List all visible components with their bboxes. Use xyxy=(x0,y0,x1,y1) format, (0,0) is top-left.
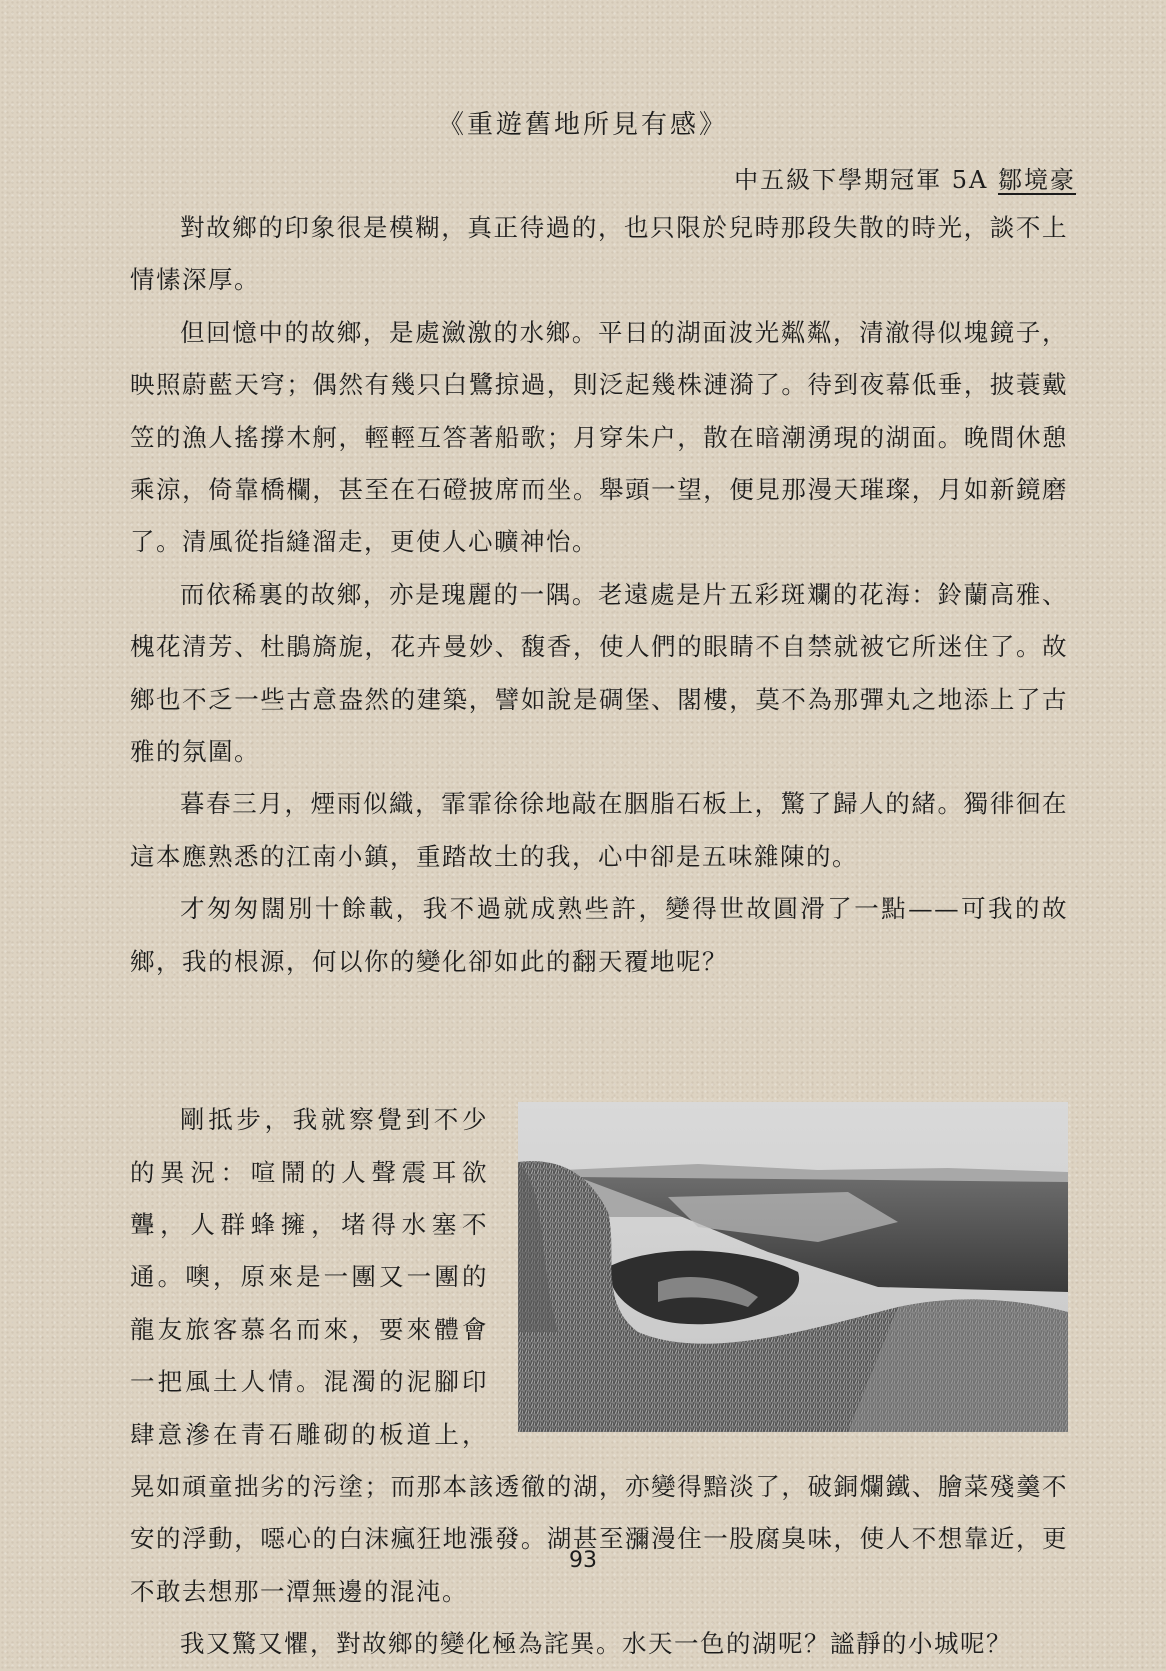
paragraph-7: 我又驚又懼，對故鄉的變化極為詫異。水天一色的湖呢？謐靜的小城呢？ xyxy=(180,1629,1012,1659)
paragraph-4: 暮春三月，煙雨似織，霏霏徐徐地敲在胭脂石板上，驚了歸人的緒。獨徘徊在這本應熟悉的江南小鎮，重踏故土的我，心中卻是五味雜陳的。 xyxy=(130,789,1068,871)
award-class-label: 中五級下學期冠軍 5A xyxy=(734,166,998,194)
lake-photo xyxy=(518,1102,1068,1432)
paragraph-3: 而依稀裏的故鄉，亦是瑰麗的一隅。老遠處是片五彩斑斕的花海：鈴蘭高雅、槐花清芳、杜鵑旖旎，花卉曼妙、馥香，使人們的眼睛不自禁就被它所迷住了。故鄉也不乏一些古意盎然的建築，譬如說是碉堡、閣樓，莫不為那彈丸之地添上了古雅的氛圍。 xyxy=(130,579,1068,767)
page-number: 93 xyxy=(569,1548,597,1573)
paragraph-6: 剛抵步，我就察覺到不少的異況：喧鬧的人聲震耳欲聾，人群蜂擁，堵得水塞不通。噢，原來是一團又一團的龍友旅客慕名而來，要來體會一把風土人情。混濁的泥腳印肆意滲在青石雕砌的板道上，晃如頑童拙劣的污塗；而那本該透徹的湖，亦變得黯淡了，破銅爛鐵、膾菜殘羹不安的浮動，噁心的白沫瘋狂地漲發。湖甚至瀰漫住一股腐臭味，使人不想靠近，更不敢去想那一潭無邊的混沌。 xyxy=(130,1105,1068,1606)
paragraph-2: 但回憶中的故鄉，是處瀲激的水鄉。平日的湖面波光粼粼，清澈得似塊鏡子，映照蔚藍天穹；偶然有幾只白鷺掠過，則泛起幾株漣漪了。待到夜幕低垂，披蓑戴笠的漁人搖撐木舸，輕輕互答著船歌；月穿朱户，散在暗潮湧現的湖面。晚間休憩乘涼，倚靠橋欄，甚至在石磴披席而坐。舉頭一望，便見那漫天璀璨，月如新鏡磨了。清風從指縫溜走，更使人心曠神怡。 xyxy=(130,317,1068,557)
article-body xyxy=(130,202,1068,1671)
author-name: 鄒境豪 xyxy=(998,166,1076,194)
paragraph-5: 才匆匆闊別十餘載，我不過就成熟些許，變得世故圓滑了一點——可我的故鄉，我的根源，何以你的變化卻如此的翻天覆地呢？ xyxy=(130,894,1068,976)
article-title: 《重遊舊地所見有感》 xyxy=(437,110,728,140)
byline xyxy=(734,160,1076,195)
paragraph-1: 對故鄉的印象很是模糊，真正待過的，也只限於兒時那段失散的時光，談不上情愫深厚。 xyxy=(130,213,1068,295)
